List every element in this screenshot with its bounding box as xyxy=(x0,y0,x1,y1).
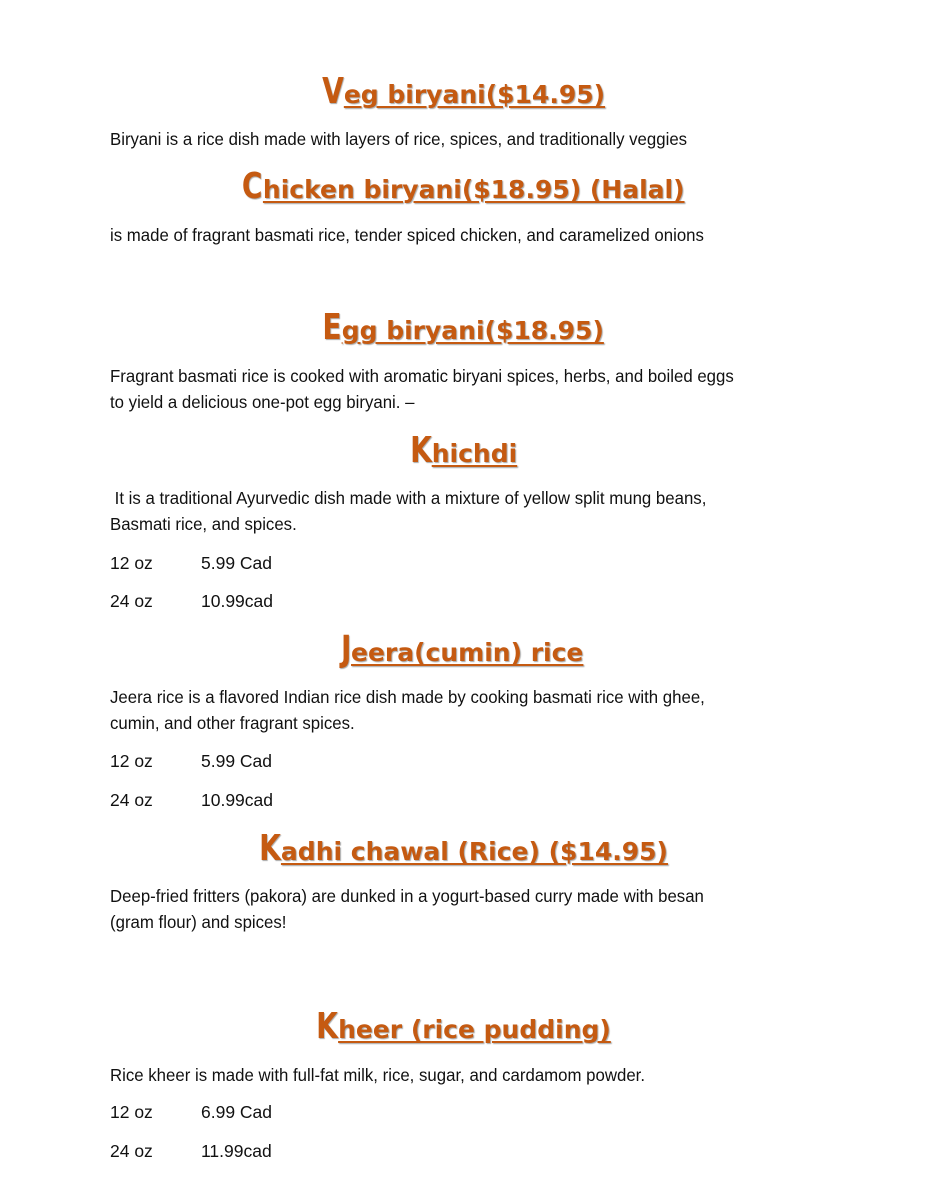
menu-item-title-kadhi-chawal xyxy=(0,828,927,869)
title-text: hichdi xyxy=(431,439,518,468)
price-size: 24 oz xyxy=(110,591,153,611)
title-initial: K xyxy=(259,828,281,869)
title-initial: J xyxy=(340,629,352,670)
menu-item-title-khichdi xyxy=(0,430,927,471)
menu-item-description: Biryani is a rice dish made with layers of rice, spices, and traditionally veggies xyxy=(110,129,688,149)
price-row xyxy=(110,552,272,574)
price-size: 24 oz xyxy=(110,790,153,810)
price-row xyxy=(110,750,272,772)
menu-item-description-line: Deep-fried fritters (pakora) are dunked in a yogurt-based curry made with besan xyxy=(110,886,704,906)
price-value: 5.99 Cad xyxy=(201,553,273,573)
title-text: eera(cumin) rice xyxy=(351,638,584,667)
title-text: eg biryani($14.95) xyxy=(343,80,606,109)
menu-item-description-line: Fragrant basmati rice is cooked with aromatic biryani spices, herbs, and boiled eggs xyxy=(110,366,734,386)
menu-item-title-kheer xyxy=(0,1006,927,1047)
menu-item-description-line: Basmati rice, and spices. xyxy=(110,514,297,534)
price-size: 24 oz xyxy=(110,1141,153,1161)
menu-item-description-line: It is a traditional Ayurvedic dish made with a mixture of yellow split mung beans, xyxy=(110,488,707,508)
title-text: heer (rice pudding) xyxy=(338,1015,611,1044)
price-value: 10.99cad xyxy=(201,790,274,810)
price-value: 11.99cad xyxy=(201,1141,272,1161)
title-text: adhi chawal (Rice) ($14.95) xyxy=(280,837,668,866)
menu-item-description-line: (gram flour) and spices! xyxy=(110,912,287,932)
price-row xyxy=(110,1101,272,1123)
title-initial: E xyxy=(322,307,342,348)
price-value: 6.99 Cad xyxy=(201,1102,273,1122)
menu-item-title-chicken-biryani xyxy=(0,166,927,207)
title-initial: K xyxy=(409,430,432,471)
title-initial: C xyxy=(242,166,263,207)
title-initial: K xyxy=(316,1006,339,1047)
price-row xyxy=(110,789,273,811)
price-row xyxy=(110,1140,272,1162)
menu-item-description: Rice kheer is made with full-fat milk, rice, sugar, and cardamom powder. xyxy=(110,1065,646,1085)
price-row xyxy=(110,590,273,612)
title-text: hicken biryani($18.95) (Halal) xyxy=(262,175,685,204)
menu-item-description-line: to yield a delicious one-pot egg biryani. – xyxy=(110,392,415,412)
price-value: 5.99 Cad xyxy=(201,751,273,771)
price-size: 12 oz xyxy=(110,1102,153,1122)
menu-item-title-jeera-rice xyxy=(0,629,927,670)
menu-item-description: is made of fragrant basmati rice, tender spiced chicken, and caramelized onions xyxy=(110,225,704,245)
menu-item-title-veg-biryani xyxy=(0,71,927,112)
price-size: 12 oz xyxy=(110,553,153,573)
menu-item-description-line: Jeera rice is a flavored Indian rice dish made by cooking basmati rice with ghee, xyxy=(110,687,705,707)
price-value: 10.99cad xyxy=(201,591,274,611)
menu-item-description-line: cumin, and other fragrant spices. xyxy=(110,713,355,733)
price-size: 12 oz xyxy=(110,751,153,771)
menu-item-title-egg-biryani xyxy=(0,307,927,348)
title-text: gg biryani($18.95) xyxy=(341,316,604,345)
title-initial: V xyxy=(322,71,344,112)
